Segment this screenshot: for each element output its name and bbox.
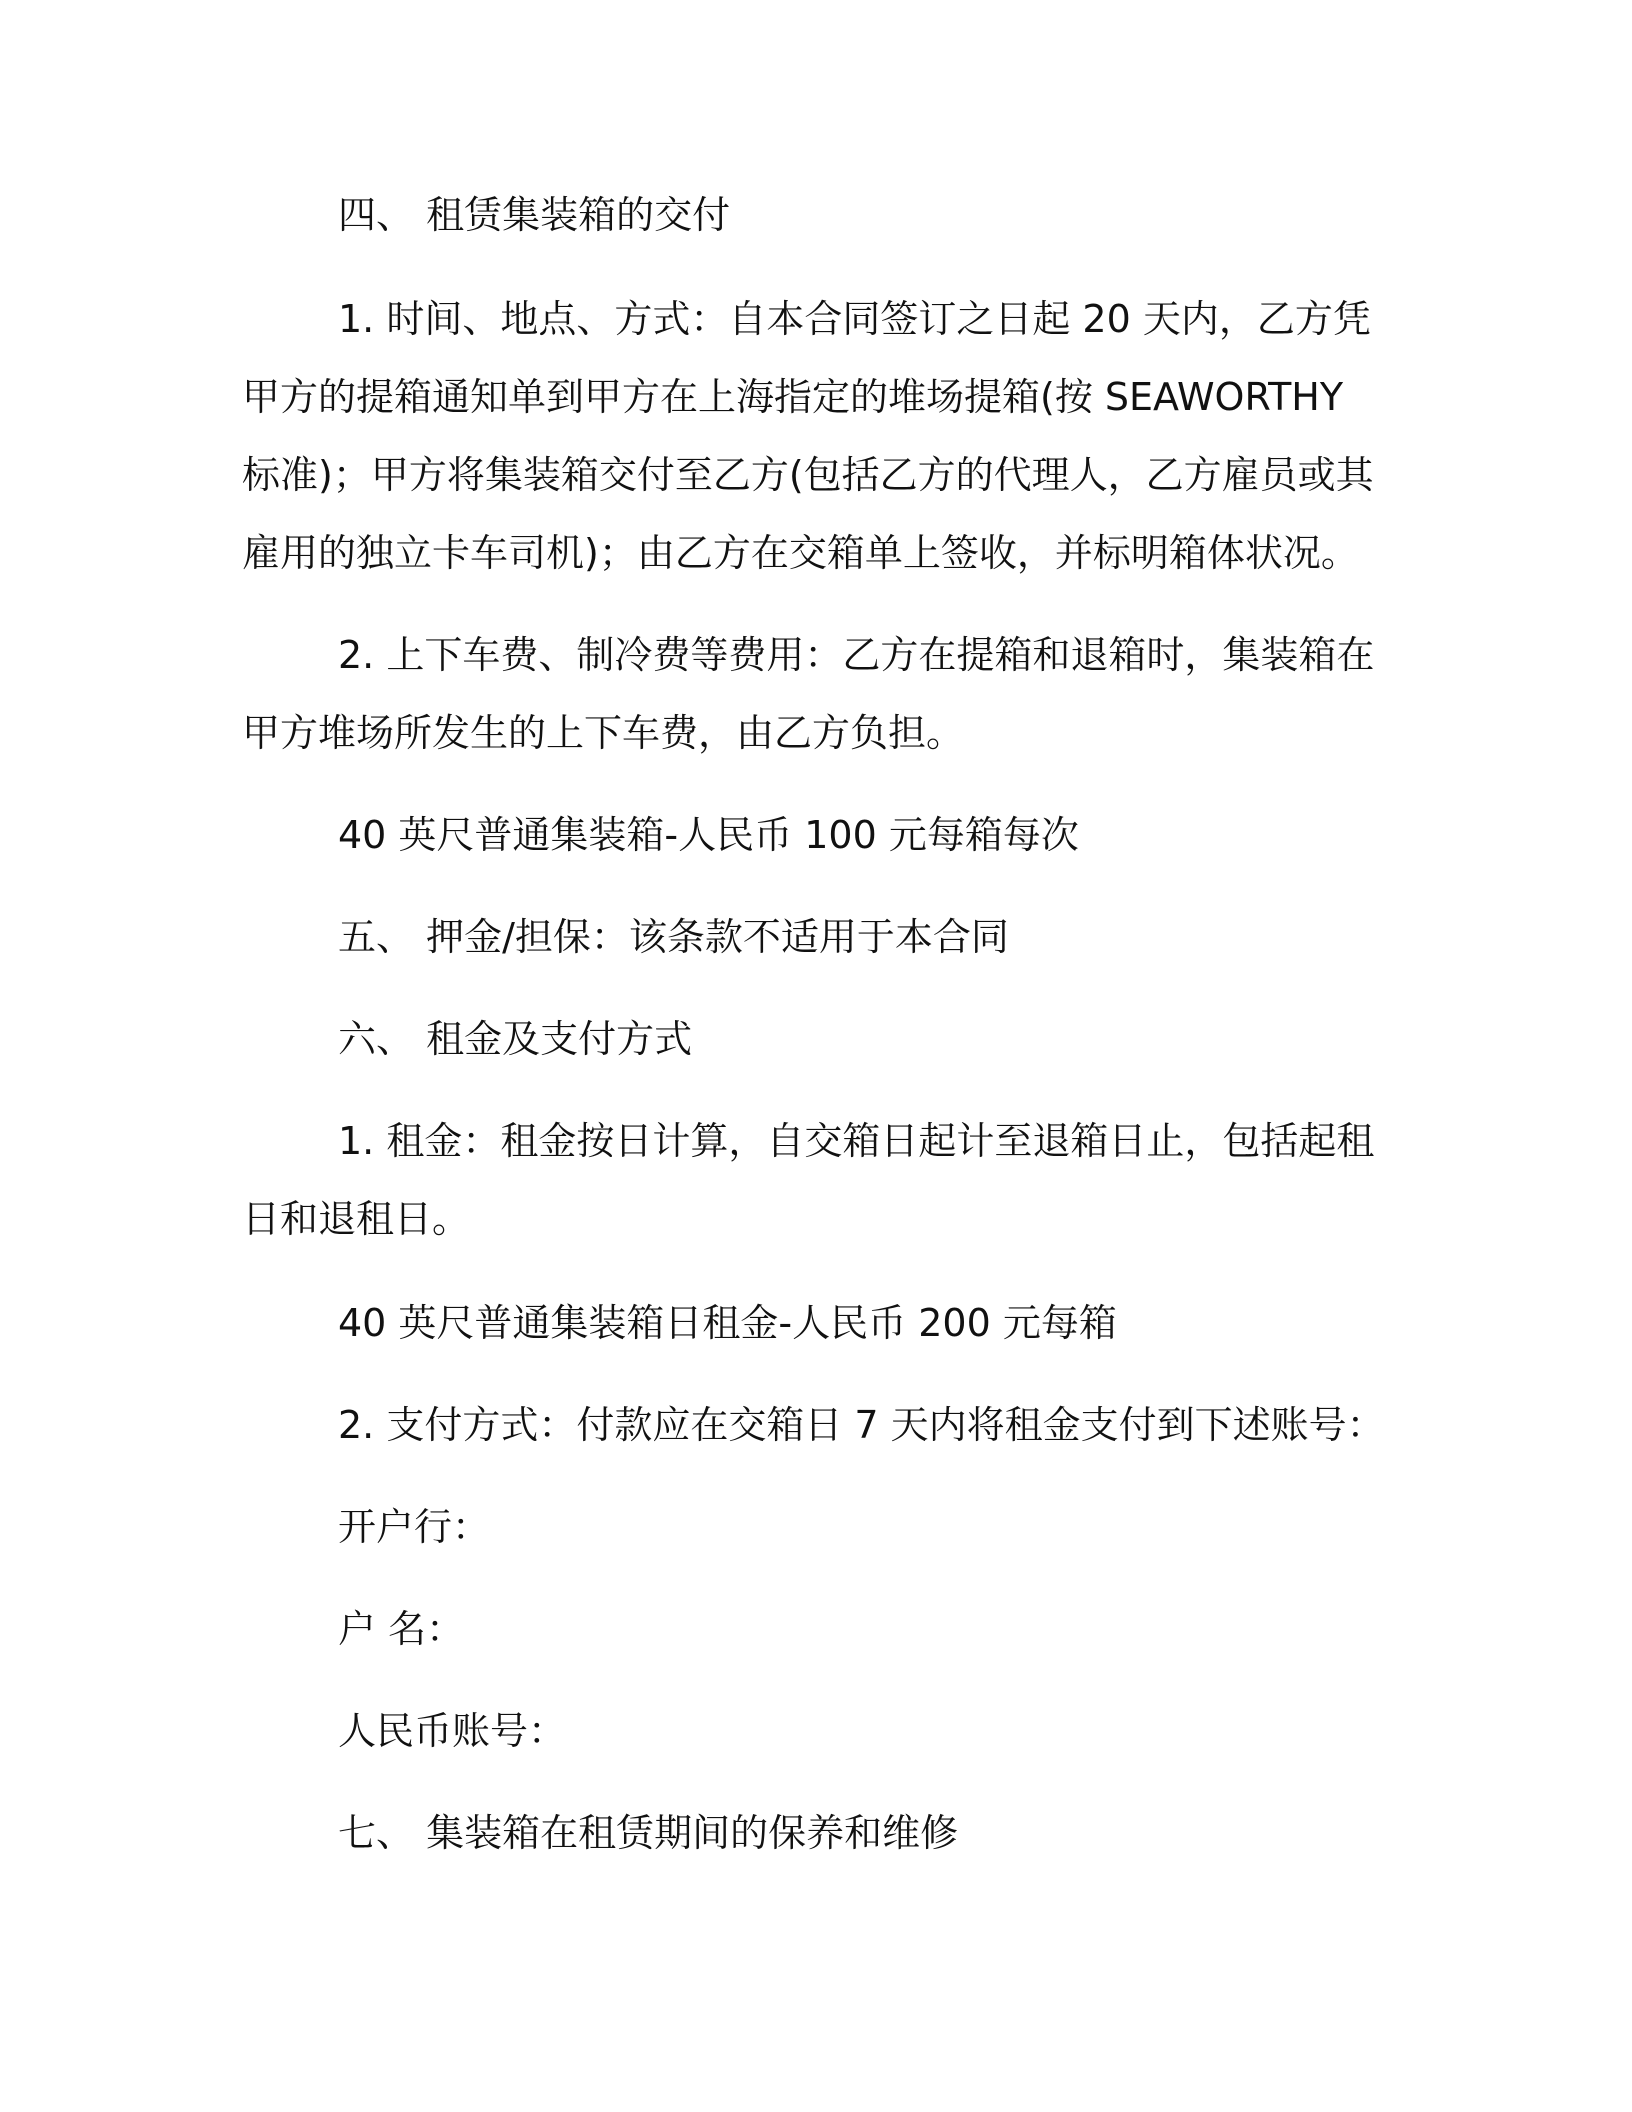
rmb-account-number-field: 人民币账号： [338, 1709, 567, 1753]
account-name-field: 户 名： [338, 1607, 465, 1651]
handling-fee-rate: 40 英尺普通集装箱-人民币 100 元每箱每次 [338, 813, 1079, 857]
bank-name-field: 开户行： [338, 1505, 491, 1549]
daily-rent-rate: 40 英尺普通集装箱日租金-人民币 200 元每箱 [338, 1301, 1117, 1345]
clause-6-1-rent: 1. 租金：租金按日计算，自交箱日起计至退箱日止，包括起租日和退租日。 [242, 1119, 1375, 1241]
section-5-heading: 五、 押金/担保：该条款不适用于本合同 [338, 915, 1009, 959]
clause-4-2-handling-fees: 2. 上下车费、制冷费等费用：乙方在提箱和退箱时，集装箱在甲方堆场所发生的上下车费，由乙方负担。 [242, 633, 1375, 755]
clause-6-2-payment-method: 2. 支付方式：付款应在交箱日 7 天内将租金支付到下述账号： [338, 1403, 1385, 1447]
section-4-heading: 四、 租赁集装箱的交付 [338, 193, 731, 237]
section-6-heading: 六、 租金及支付方式 [338, 1017, 693, 1061]
section-7-heading: 七、 集装箱在租赁期间的保养和维修 [338, 1811, 959, 1855]
clause-4-1-delivery-time-place-method: 1. 时间、地点、方式：自本合同签订之日起 20 天内，乙方凭甲方的提箱通知单到甲方在上海指定的堆场提箱(按 SEAWORTHY 标准)；甲方将集装箱交付至乙方(包括乙方的代理人，乙方雇员或其雇用的独立卡车司机)；由乙方在交箱单上签收，并标明箱体状况。 [242, 297, 1374, 575]
